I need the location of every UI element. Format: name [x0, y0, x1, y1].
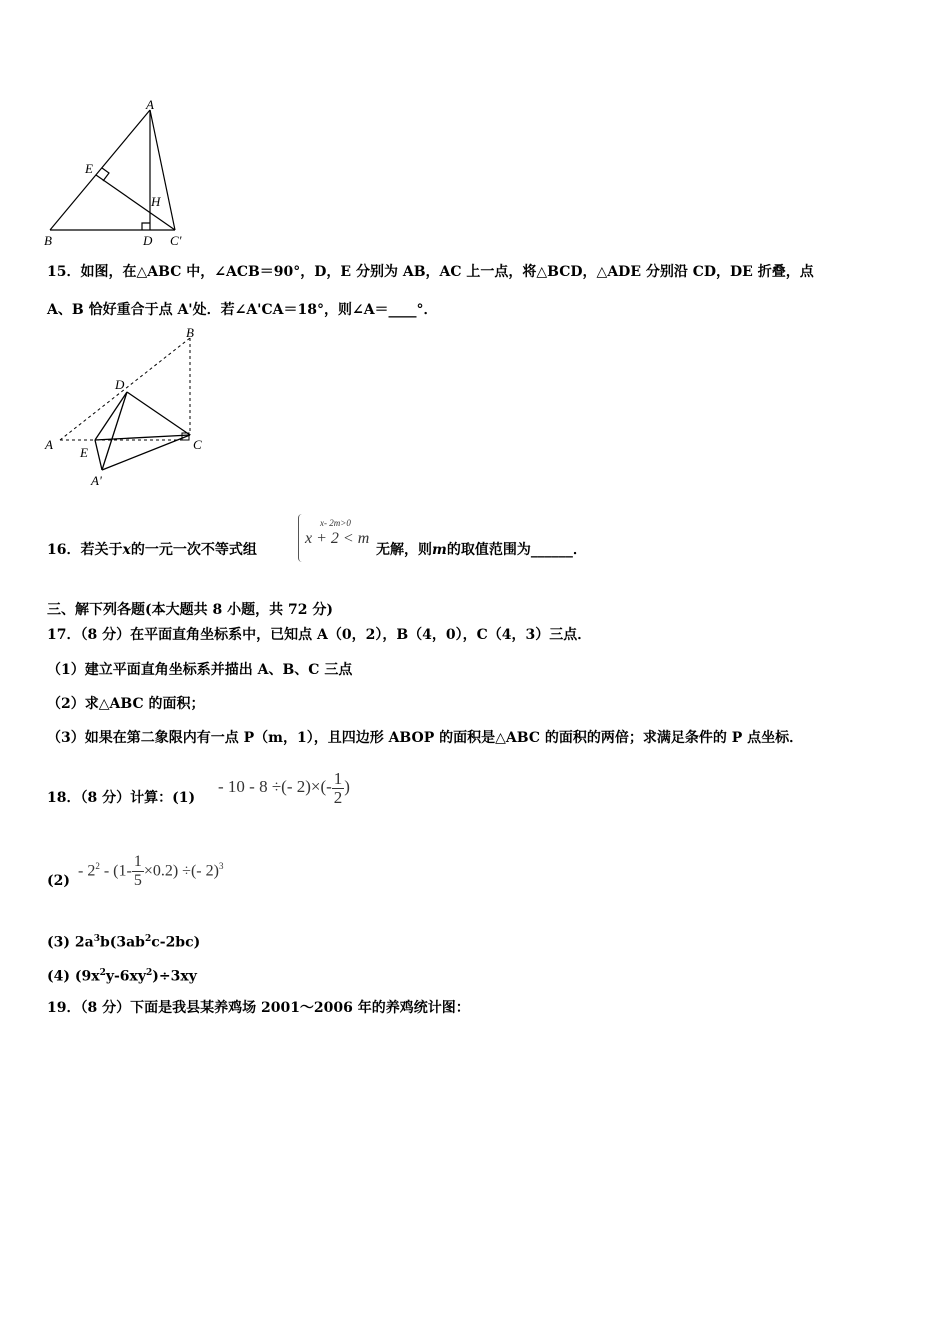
triangle-figure-q14: [40, 95, 200, 255]
label-B: B: [44, 233, 52, 248]
q16-after: 无解，则: [376, 542, 432, 558]
q16-text: [47, 540, 257, 560]
q15-text-line1: 15．如图，在△ABC 中，∠ACB＝90°，D，E 分别为 AB，AC 上一点，将△BCD，△ADE 分别沿 CD，DE 折叠，点: [47, 264, 814, 280]
expr2-exp2: 3: [218, 861, 224, 871]
q17-stem: 17．（8 分）在平面直角坐标系中，已知点 A（0，2），B（4，0），C（4，3）三点．: [47, 627, 592, 643]
label-B: B: [186, 325, 194, 340]
expr2-exp1: 2: [95, 861, 100, 871]
q18-part2-label: (2): [47, 873, 70, 889]
expr1-denominator: 2: [333, 787, 343, 807]
q15-text-line2: A、B 恰好重合于点 A'处．若∠A'CA＝18°，则∠A＝____°．: [47, 302, 438, 318]
expr1-numerator: 1: [333, 768, 343, 788]
q19-stem: 19．（8 分）下面是我县某养鸡场 2001～2006 年的养鸡统计图：: [47, 1000, 470, 1016]
expr2-fraction: [132, 853, 144, 890]
expr2-denominator: 5: [133, 872, 142, 890]
q17-part3: （3）如果在第二象限内有一点 P（m，1），且四边形 ABOP 的面积是△ABC 的面积的两倍；求满足条件的 P 点坐标．: [47, 730, 804, 746]
expr2-a: - 2: [78, 862, 96, 880]
p3-a: (3) 2a: [47, 934, 94, 951]
q18-part3: [47, 929, 200, 953]
q18-part4: [47, 963, 197, 987]
expr2-b: - (1-: [99, 862, 132, 880]
p3-c: c-2bc): [151, 934, 201, 951]
p3-e1: 3: [93, 934, 100, 944]
label-A: A: [146, 97, 154, 112]
p4-b: y-6xy: [105, 968, 147, 985]
label-D: D: [115, 377, 125, 392]
q16-suffix: 的取值范围为______．: [446, 542, 587, 558]
label-A: A: [45, 437, 53, 452]
q18-stem: 18．（8 分）计算：(1): [47, 790, 196, 806]
q16-var-x: x: [122, 542, 131, 558]
p3-b: b(3ab: [99, 934, 145, 951]
expr1-close: ): [344, 777, 350, 796]
expr1-main: - 10 - 8 ÷(- 2)×(-: [218, 777, 332, 796]
expr2-numerator: 1: [133, 853, 142, 871]
p4-e2: 2: [146, 968, 153, 978]
label-C-prime: C': [170, 233, 182, 248]
q18-expression-2: [78, 843, 223, 894]
label-H: H: [151, 194, 161, 209]
inequality-line2: x + 2 < m: [305, 530, 370, 547]
inequality-system-brace: [298, 514, 303, 562]
expr2-c: ×0.2) ÷(- 2): [143, 862, 219, 880]
q17-part2: （2）求△ABC 的面积；: [47, 696, 205, 712]
q18-expression-1: [218, 763, 350, 811]
label-E: E: [85, 161, 93, 176]
q16-mid: 的一元一次不等式组: [130, 542, 257, 558]
q16-prefix: 16．若关于: [47, 542, 123, 558]
label-C: C: [193, 437, 202, 452]
q16-var-m: m: [432, 542, 447, 558]
p4-c: )÷3xy: [152, 968, 197, 985]
section-3-title: 三、解下列各题(本大题共 8 小题，共 72 分): [47, 602, 333, 618]
inequality-line1: x- 2m>0: [320, 518, 351, 528]
q17-part1: （1）建立平面直角坐标系并描出 A、B、C 三点: [47, 662, 353, 678]
label-A-prime: A': [91, 473, 102, 488]
label-D: D: [143, 233, 153, 248]
q16-text-tail: [376, 540, 587, 560]
p4-e1: 2: [99, 968, 106, 978]
expr1-fraction: [332, 770, 345, 807]
p3-e2: 2: [144, 934, 152, 944]
p4-a: (4) (9x: [47, 968, 100, 985]
fold-figure-q15: [40, 325, 220, 495]
label-E: E: [80, 445, 88, 460]
